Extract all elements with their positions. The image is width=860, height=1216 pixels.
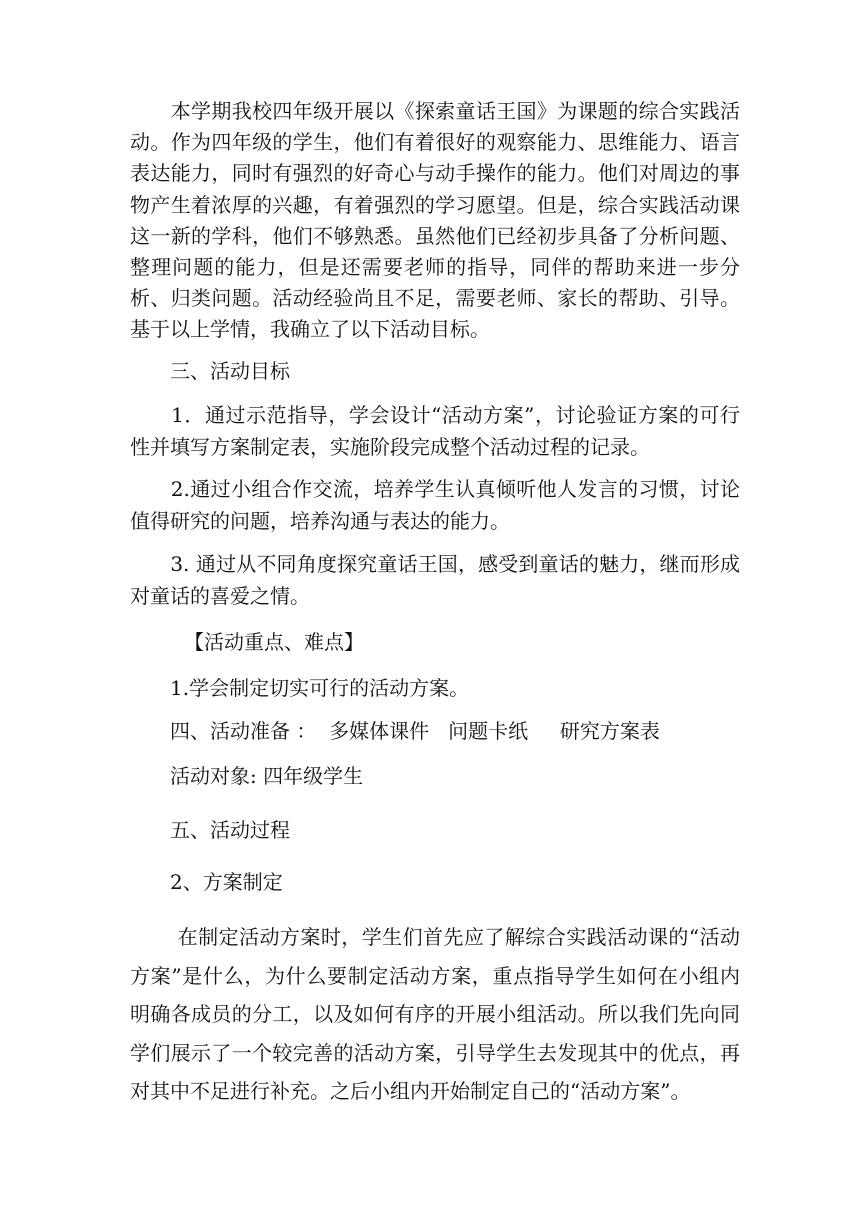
goal-item-3: 3. 通过从不同角度探究童话王国，感受到童话的魅力，继而形成对童话的喜爱之情。 — [130, 552, 740, 608]
intro-paragraph: 本学期我校四年级开展以《探索童话王国》为课题的综合实践活动。作为四年级的学生，他们有着很好的观察能力、思维能力、语言表达能力，同时有强烈的好奇心与动手操作的能力。他们对周边的事物产生着浓厚的兴趣，有着强烈的学习愿望。但是，综合实践活动课这一新的学科，他们不够熟悉。虽然他们已经初步具备了分析问题、整理问题的能力，但是还需要老师的指导，同伴的帮助来进一步分析、归类问题。活动经验尚且不足，需要老师、家长的帮助、引导。基于以上学情，我确立了以下活动目标。 — [130, 99, 740, 342]
key-points-heading: 【活动重点、难点】 — [184, 630, 364, 654]
key-point-item-1: 1.学会制定切实可行的活动方案。 — [170, 676, 470, 700]
section-heading-preparation: 四、活动准备 ： 多媒体课件 问题卡纸 研究方案表 — [170, 719, 660, 743]
section-heading-process: 五、活动过程 — [170, 818, 290, 842]
goal-item-2: 2.通过小组合作交流，培养学生认真倾听他人发言的习惯，讨论值得研究的问题，培养沟通与表达的能力。 — [130, 477, 740, 533]
goal-item-1: 1．通过示范指导，学会设计“活动方案”，讨论验证方案的可行性并填写方案制定表，实施阶段完成整个活动过程的记录。 — [130, 403, 740, 459]
closing-paragraph: 在制定活动方案时，学生们首先应了解综合实践活动课的“活动方案”是什么，为什么要制定活动方案，重点指导学生如何在小组内明确各成员的分工，以及如何有序的开展小组活动。所以我们先向同学们展示了一个较完善的活动方案，引导学生去发现其中的优点，再对其中不足进行补充。之后小组内开始制定自己的“活动方案”。 — [130, 925, 740, 1103]
subsection-heading-plan: 2、方案制定 — [170, 870, 283, 894]
activity-target: 活动对象: 四年级学生 — [170, 764, 364, 788]
section-heading-goals: 三、活动目标 — [170, 359, 290, 383]
